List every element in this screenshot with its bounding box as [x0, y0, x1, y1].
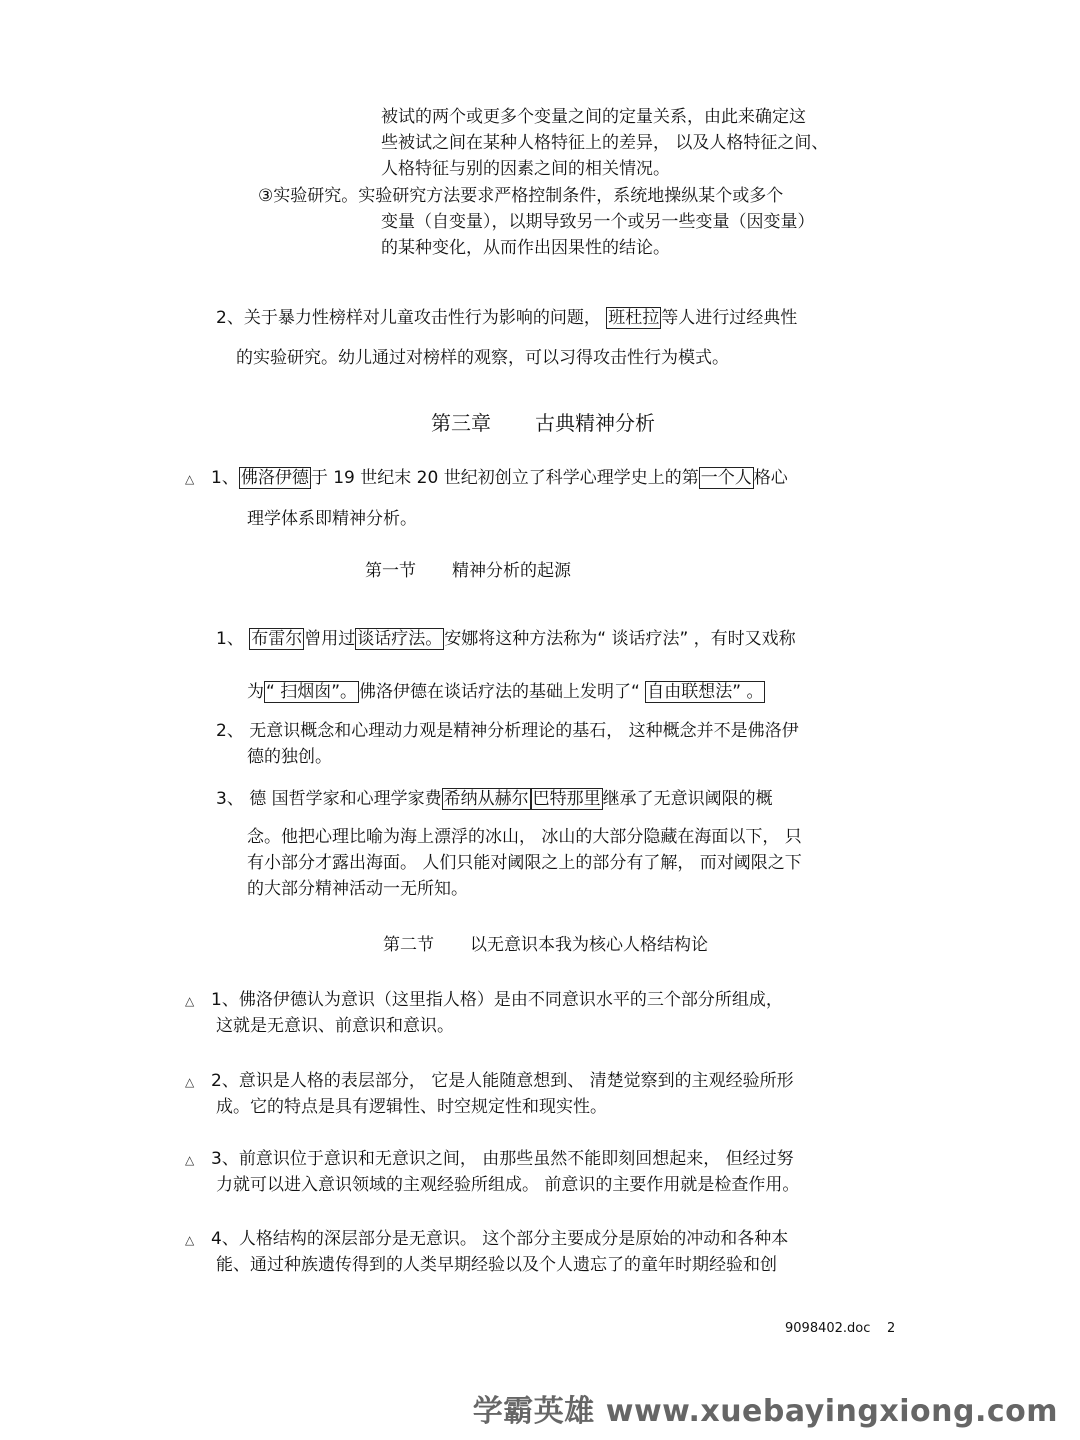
free-association-boxed-term: 自由联想法” 。 — [647, 682, 764, 702]
chapter-item-1-line-2: 理学体系即精神分析。 — [247, 509, 417, 529]
section-1-title: 精神分析的起源 — [452, 561, 571, 581]
section-1-item-2-line-1: 2、 无意识概念和心理动力观是精神分析理论的基石， 这种概念并不是佛洛伊 — [216, 721, 799, 741]
top-line-1: 被试的两个或更多个变量之间的定量关系，由此来确定这 — [381, 107, 806, 127]
experiment-line-2: 变量（自变量），以期导致另一个或另一些变量（因变量） — [381, 212, 815, 232]
section-1-item-3-line-3: 有小部分才露出海面。 人们只能对阈限之上的部分有了解， 而对阈限之下 — [247, 853, 802, 873]
section-1-item-1-line-1 — [216, 628, 796, 650]
herbart-boxed-term: 巴特那里 — [532, 789, 601, 809]
watermark: 学霸英雄 www.xuebayingxiong.com — [472, 1394, 1058, 1429]
section-2-item-4-line-2: 能、通过种族遗传得到的人类早期经验以及个人遗忘了的童年时期经验和创 — [216, 1255, 777, 1275]
chapter-item-1-suffix: 格心 — [753, 468, 788, 488]
bandura-item-after: 等人进行过经典性 — [661, 308, 798, 328]
triangle-marker-icon: △ — [185, 472, 195, 486]
section-2-item-2-line-2: 成。它的特点是具有逻辑性、时空规定性和现实性。 — [216, 1097, 607, 1117]
chapter-item-1-line-1 — [211, 467, 788, 489]
chimney-sweeping-boxed-term: “ 扫烟囱”。 — [266, 682, 358, 702]
s1-item1-line2-prefix: 为 — [247, 682, 264, 702]
footer-page-number: 2 — [887, 1321, 896, 1336]
chapter-heading — [431, 410, 655, 436]
section-1-item-3-line-4: 的大部分精神活动一无所知。 — [247, 879, 468, 899]
bandura-item-line-1 — [216, 307, 797, 329]
triangle-marker-icon: △ — [185, 1153, 195, 1167]
s1-item1-prefix: 1、 — [216, 629, 250, 649]
bandura-item-before: 2、关于暴力性榜样对儿童攻击性行为影响的问题， — [216, 308, 607, 328]
chapter-title: 古典精神分析 — [535, 411, 655, 435]
top-line-2: 些被试之间在某种人格特征上的差异， 以及人格特征之间、 — [381, 133, 829, 153]
s1-item1-line2-mid: 佛洛伊德在谈话疗法的基础上发明了“ — [359, 682, 646, 702]
footer-filename: 9098402.doc — [785, 1321, 871, 1336]
s1-item1-rest: 安娜将这种方法称为“ 谈话疗法” ，有时又戏称 — [444, 629, 796, 649]
section-2-item-4-line-1: 4、人格结构的深层部分是无意识。 这个部分主要成分是原始的冲动和各种本 — [211, 1229, 789, 1249]
triangle-marker-icon: △ — [185, 994, 195, 1008]
section-1-item-3-line-1 — [216, 788, 773, 810]
section-2-heading — [383, 934, 708, 956]
experiment-line-1: ③实验研究。实验研究方法要求严格控制条件，系统地操纵某个或多个 — [258, 186, 784, 206]
bandura-boxed-term: 班杜拉 — [608, 308, 660, 328]
section-2-title: 以无意识本我为核心人格结构论 — [470, 935, 708, 955]
section-2-item-1-line-1: 1、佛洛伊德认为意识（这里指人格）是由不同意识水平的三个部分所组成， — [211, 990, 783, 1010]
section-1-item-1-line-2 — [247, 681, 765, 703]
section-2-item-1-line-2: 这就是无意识、前意识和意识。 — [216, 1016, 454, 1036]
triangle-marker-icon: △ — [185, 1075, 195, 1089]
section-1-number: 第一节 — [365, 561, 416, 581]
section-1-item-2-line-2: 德的独创。 — [247, 747, 332, 767]
freud-boxed-term: 佛洛伊德 — [240, 468, 309, 488]
bandura-item-line-2: 的实验研究。幼儿通过对榜样的观察，可以习得攻击性行为模式。 — [236, 348, 729, 368]
section-1-item-3-line-2: 念。他把心理比喻为海上漂浮的冰山， 冰山的大部分隐藏在海面以下， 只 — [247, 827, 802, 847]
first-person-boxed-term: 一个人 — [700, 468, 752, 488]
fechner-herbart-boxed-term: 希纳从赫尔 — [443, 789, 529, 809]
s1-item1-mid: 曾用过 — [304, 629, 356, 649]
top-line-3: 人格特征与别的因素之间的相关情况。 — [381, 159, 670, 179]
chapter-item-1-prefix: 1、 — [211, 468, 239, 488]
chapter-number: 第三章 — [431, 411, 491, 435]
experiment-line-3: 的某种变化，从而作出因果性的结论。 — [381, 238, 670, 258]
section-2-number: 第二节 — [383, 935, 434, 955]
breuer-boxed-term: 布雷尔 — [251, 629, 303, 649]
s1-item3-prefix: 3、 德 国哲学家和心理学家费 — [216, 789, 442, 809]
section-2-item-2-line-1: 2、意识是人格的表层部分， 它是人能随意想到、 清楚觉察到的主观经验所形 — [211, 1071, 794, 1091]
chapter-item-1-mid: 于 19 世纪末 20 世纪初创立了科学心理学史上的第 — [310, 468, 699, 488]
talking-cure-boxed-term: 谈话疗法。 — [357, 629, 443, 649]
section-2-item-3-line-2: 力就可以进入意识领域的主观经验所组成。 前意识的主要作用就是检查作用。 — [216, 1175, 800, 1195]
triangle-marker-icon: △ — [185, 1233, 195, 1247]
s1-item3-rest: 继承了无意识阈限的概 — [602, 789, 773, 809]
section-2-item-3-line-1: 3、前意识位于意识和无意识之间， 由那些虽然不能即刻回想起来， 但经过努 — [211, 1149, 794, 1169]
section-1-heading — [365, 560, 571, 582]
